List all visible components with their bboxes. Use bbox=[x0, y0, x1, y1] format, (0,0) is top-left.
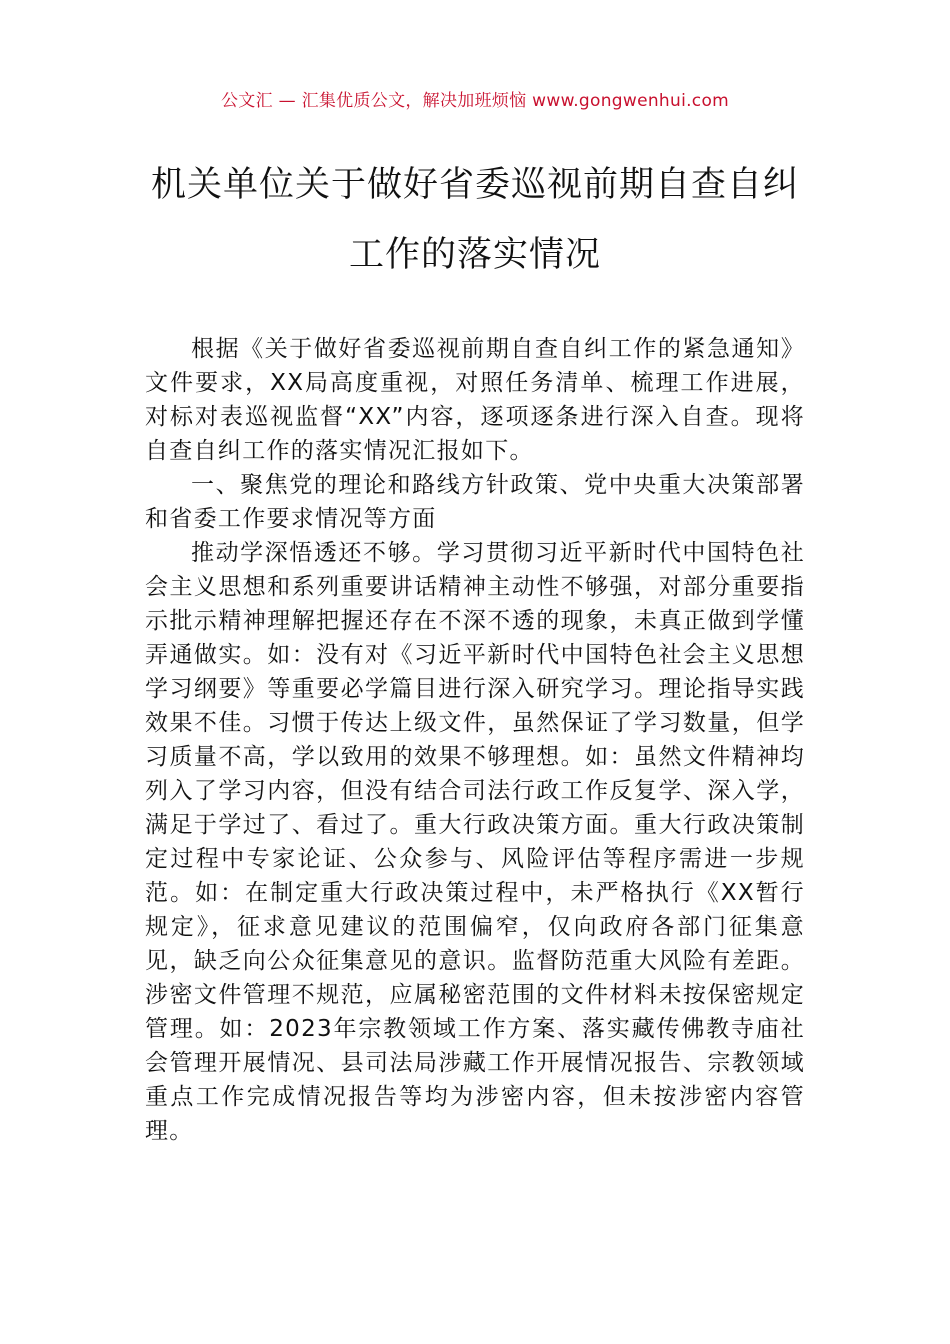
body-paragraph-intro: 根据《关于做好省委巡视前期自查自纠工作的紧急通知》文件要求，XX局高度重视，对照任务清单、梳理工作进展，对标对表巡视监督“XX”内容，逐项逐条进行深入自查。现将自查自纠工作的落实情况汇报如下。 bbox=[145, 336, 805, 464]
document-body bbox=[145, 332, 805, 1148]
header-watermark-text: 公文汇 — 汇集优质公文，解决加班烦恼 www.gongwenhui.com bbox=[220, 91, 730, 111]
section-heading-1: 一、聚焦党的理论和路线方针政策、党中央重大决策部署和省委工作要求情况等方面 bbox=[145, 472, 805, 532]
document-title-line-1: 机关单位关于做好省委巡视前期自查自纠 bbox=[150, 165, 799, 205]
body-paragraph-section-1: 推动学深悟透还不够。学习贯彻习近平新时代中国特色社会主义思想和系列重要讲话精神主动性不够强，对部分重要指示批示精神理解把握还存在不深不透的现象，未真正做到学懂弄通做实。如：没有对《习近平新时代中国特色社会主义思想学习纲要》等重要必学篇目进行深入研究学习。理论指导实践效果不佳。习惯于传达上级文件，虽然保证了学习数量，但学习质量不高，学以致用的效果不够理想。如：虽然文件精神均列入了学习内容，但没有结合司法行政工作反复学、深入学，满足于学过了、看过了。重大行政决策方面。重大行政决策制定过程中专家论证、公众参与、风险评估等程序需进一步规范。如：在制定重大行政决策过程中，未严格执行《XX暂行规定》，征求意见建议的范围偏窄，仅向政府各部门征集意见，缺乏向公众征集意见的意识。监督防范重大风险有差距。涉密文件管理不规范，应属秘密范围的文件材料未按保密规定管理。如：2023年宗教领域工作方案、落实藏传佛教寺庙社会管理开展情况、县司法局涉藏工作开展情况报告、宗教领域重点工作完成情况报告等均为涉密内容，但未按涉密内容管理。 bbox=[145, 540, 805, 1144]
document-title-line-2: 工作的落实情况 bbox=[348, 235, 601, 275]
